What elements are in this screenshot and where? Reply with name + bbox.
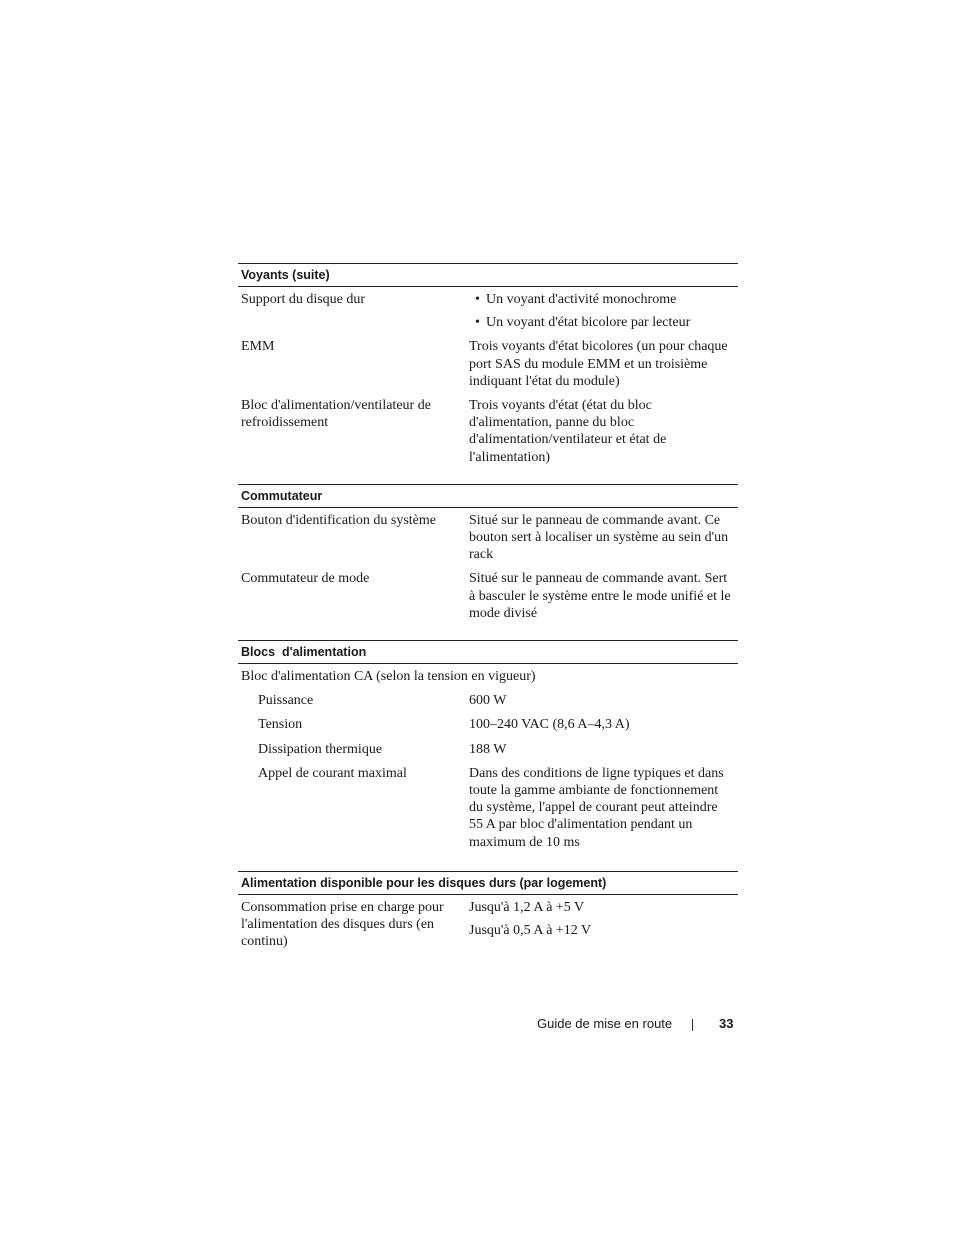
section-heading-commutateur: Commutateur — [238, 484, 738, 508]
spec-row — [238, 692, 738, 709]
spec-label: Tension — [258, 717, 303, 733]
spec-value-line: Jusqu'à 1,2 A à +5 V — [469, 899, 585, 915]
page-number: 33 — [719, 1016, 734, 1031]
section-blocs-alimentation — [238, 664, 738, 851]
section-heading-blocs-alimentation: Blocs d'alimentation — [238, 640, 738, 664]
spec-value: 100–240 VAC (8,6 A–4,3 A) — [469, 717, 630, 733]
bullet-icon: • — [475, 292, 480, 307]
bullet-text: Un voyant d'état bicolore par lecteur — [486, 315, 691, 331]
spec-value: 188 W — [469, 741, 507, 757]
spec-row — [238, 899, 738, 951]
spec-value — [466, 899, 738, 951]
footer-divider — [692, 1019, 693, 1031]
spec-value-line: Jusqu'à 0,5 A à +12 V — [469, 923, 592, 939]
spec-value: 600 W — [469, 693, 507, 709]
spec-row — [238, 716, 738, 733]
spec-value — [466, 291, 738, 331]
spec-row — [238, 291, 738, 331]
section-voyants — [238, 287, 738, 466]
bullet-item — [469, 314, 735, 331]
spec-table — [238, 263, 738, 950]
spec-label: Bloc d'alimentation/ventilateur de refroidissement — [241, 398, 431, 431]
section-heading-alimentation-disques: Alimentation disponible pour les disques durs (par logement) — [238, 871, 738, 895]
spec-label: Bouton d'identification du système — [241, 512, 436, 528]
section-commutateur — [238, 508, 738, 622]
spec-row — [238, 397, 738, 466]
bullet-item — [469, 291, 735, 308]
spec-label: Appel de courant maximal — [258, 765, 407, 781]
spec-label: Commutateur de mode — [241, 571, 370, 587]
spec-subheading-row — [238, 668, 738, 685]
spec-value: Trois voyants d'état (état du bloc d'alimentation, panne du bloc d'alimentation/ventilateur et état de l'alimentation) — [469, 398, 667, 465]
bullet-icon: • — [475, 315, 480, 331]
spec-value: Dans des conditions de ligne typiques et dans toute la gamme ambiante de fonctionnement du système, l'appel de courant peut atteindre 55 A par bloc d'alimentation pendant un maximum de 10 ms — [469, 765, 724, 850]
spec-label: EMM — [241, 339, 275, 355]
spec-label: Puissance — [258, 693, 314, 709]
spec-row — [238, 338, 738, 390]
spec-value: Trois voyants d'état bicolores (un pour chaque port SAS du module EMM et un troisième indiquant l'état du module) — [469, 339, 728, 389]
spec-subheading: Bloc d'alimentation CA (selon la tension en vigueur) — [241, 669, 536, 685]
spec-row — [238, 512, 738, 564]
section-heading-voyants: Voyants (suite) — [238, 263, 738, 287]
spec-value: Situé sur le panneau de commande avant. Sert à basculer le système entre le mode unifié et le mode divisé — [469, 571, 731, 621]
spec-label: Support du disque dur — [241, 292, 366, 307]
spec-value: Situé sur le panneau de commande avant. Ce bouton sert à localiser un système au sein d'un rack — [469, 512, 729, 563]
footer-title: Guide de mise en route — [537, 1016, 673, 1031]
spec-row — [238, 570, 738, 622]
spec-label: Dissipation thermique — [258, 741, 383, 757]
section-alimentation-disques — [238, 895, 738, 951]
bullet-text: Un voyant d'activité monochrome — [486, 292, 677, 307]
spec-row — [238, 741, 738, 758]
spec-label: Consommation prise en charge pour l'alimentation des disques durs (en continu) — [241, 899, 444, 950]
spec-row — [238, 765, 738, 851]
